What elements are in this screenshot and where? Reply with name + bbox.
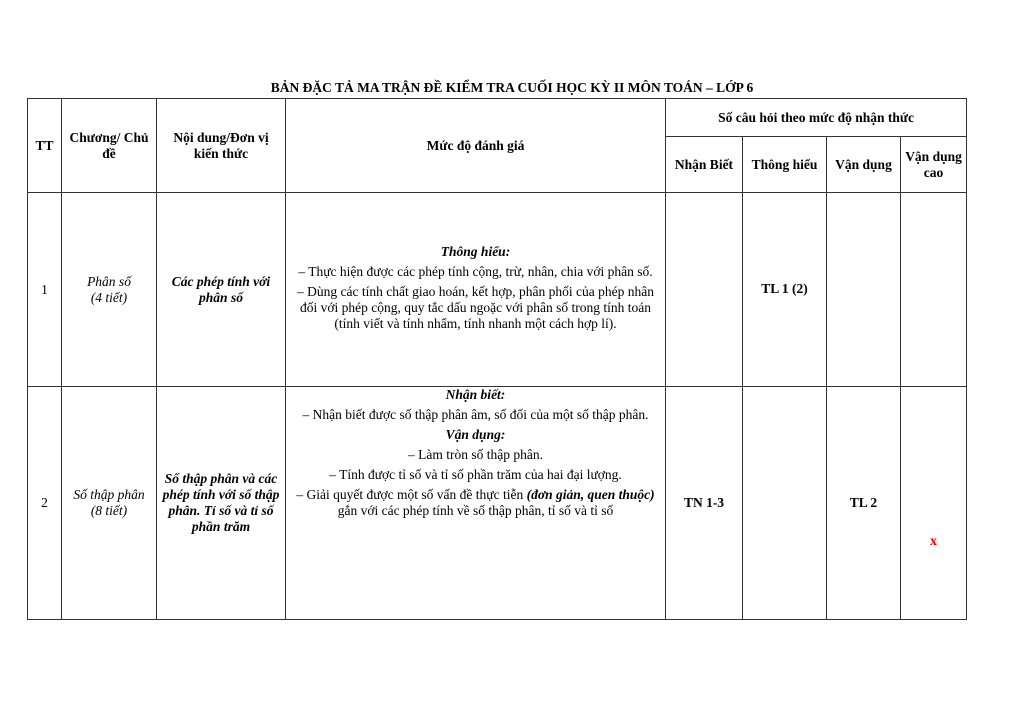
assessment-matrix-table	[27, 98, 967, 620]
row-noi-dung: Các phép tính với phân số	[157, 193, 286, 387]
criterion-text: gắn với các phép tính về số thập phân, tỉ số và tỉ số	[337, 503, 614, 518]
header-van-dung: Vận dụng	[827, 137, 901, 193]
row-description	[286, 193, 666, 387]
row-chuong	[62, 387, 157, 620]
cell-van-dung: TL 2	[827, 387, 901, 620]
cell-thong-hieu	[743, 387, 827, 620]
header-muc-do: Mức độ đánh giá	[286, 99, 666, 193]
header-thong-hieu: Thông hiểu	[743, 137, 827, 193]
cell-thong-hieu	[743, 193, 827, 387]
row-tt: 1	[28, 193, 62, 387]
header-tt: TT	[28, 99, 62, 193]
mark-x: x	[930, 533, 937, 548]
row-description	[286, 387, 666, 620]
level-label: Nhận biết:	[445, 387, 506, 402]
header-noi-dung: Nội dung/Đơn vị kiến thức	[157, 99, 286, 193]
cell-van-dung-cao	[901, 193, 967, 387]
criterion: – Làm tròn số thập phân.	[408, 447, 543, 462]
table-row	[28, 193, 967, 387]
chuong-tiet: (4 tiết)	[90, 289, 128, 305]
criterion-emphasis: (đơn giản, quen thuộc)	[526, 487, 655, 502]
header-van-dung-cao: Vận dụng cao	[901, 137, 967, 193]
header-so-cau: Số câu hỏi theo mức độ nhận thức	[666, 99, 967, 137]
header-row-1	[28, 99, 967, 137]
row-tt: 2	[28, 387, 62, 620]
question-ref: TL 1 (2)	[761, 280, 808, 296]
description-clip	[290, 387, 661, 619]
criterion-text: – Giải quyết được một số vấn đề thực tiễn	[296, 487, 524, 502]
level-label: Vận dụng:	[445, 427, 506, 442]
criterion	[290, 487, 661, 519]
table-row	[28, 387, 967, 620]
chuong-name: Số thập phân	[73, 487, 145, 502]
row-chuong	[62, 193, 157, 387]
cell-van-dung	[827, 193, 901, 387]
chuong-name: Phân số	[87, 273, 131, 289]
criterion: – Thực hiện được các phép tính cộng, trừ, nhân, chia với phân số.	[298, 263, 653, 279]
cell-van-dung-cao	[901, 387, 967, 620]
level-label: Thông hiểu:	[440, 243, 511, 259]
document-title: BẢN ĐẶC TẢ MA TRẬN ĐỀ KIỂM TRA CUỐI HỌC KỲ II MÔN TOÁN – LỚP 6	[270, 80, 754, 95]
header-nhan-biet: Nhận Biết	[666, 137, 743, 193]
cell-nhan-biet	[666, 193, 743, 387]
chuong-tiet: (8 tiết)	[90, 503, 128, 518]
header-chuong: Chương/ Chủ đề	[62, 99, 157, 193]
criterion: – Dùng các tính chất giao hoán, kết hợp, phân phối của phép nhân đối với phép cộng, quy tắc dấu ngoặc với phân số trong tính toán (tính viết và tính nhẩm, tính nhanh một cách hợp lí).	[297, 283, 654, 331]
cell-nhan-biet: TN 1-3	[666, 387, 743, 620]
criterion: – Tính được tỉ số và tỉ số phần trăm của hai đại lượng.	[329, 467, 622, 482]
row-noi-dung: Số thập phân và các phép tính với số thập phân. Tỉ số và tỉ số phần trăm	[157, 387, 286, 620]
criterion: – Nhận biết được số thập phân âm, số đối của một số thập phân.	[302, 407, 649, 422]
